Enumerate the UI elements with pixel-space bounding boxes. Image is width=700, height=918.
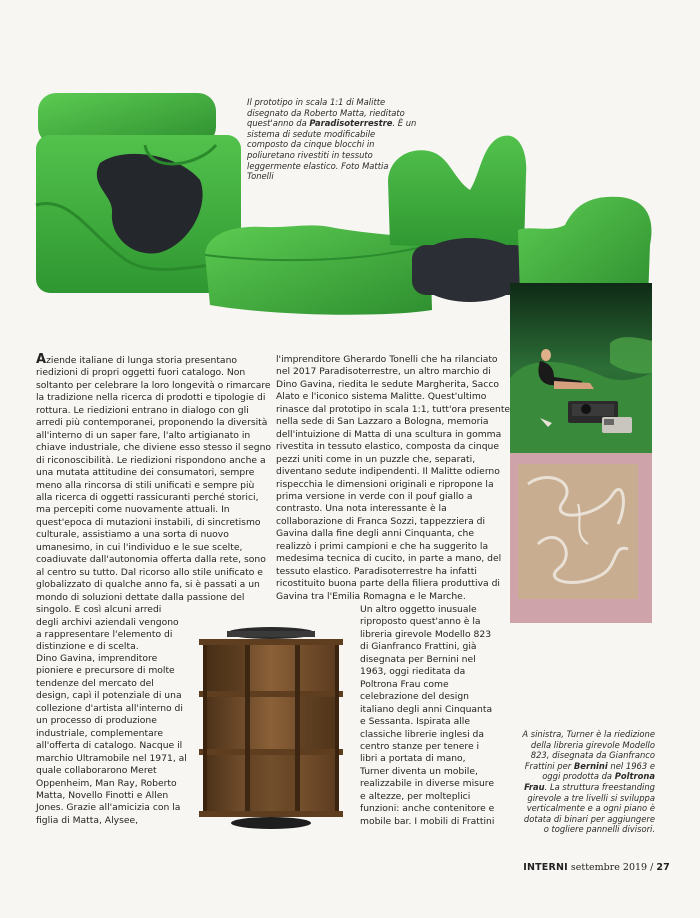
text-line: Jones. Grazie all'amicizia con la: [36, 802, 181, 814]
caption-brand-bernini: Bernini: [573, 760, 608, 771]
text-line: marchio Ultramobile nel 1971, al: [36, 752, 187, 764]
text-line: e Sessanta. Ispirata alle: [360, 716, 470, 728]
text-line: ricostituito buona parte della filiera produttiva di: [276, 578, 500, 590]
issue-date: settembre 2019: [570, 862, 648, 873]
text-line: Dino Gavina, imprenditore: [36, 653, 158, 664]
caption-brand-poltrona-frau: Poltrona Frau: [524, 771, 655, 792]
text-line-rest: ziende italiane di lunga storia presentano: [46, 355, 238, 366]
text-line: [36, 354, 256, 367]
text-line: Dino Gavina, riedita le sedute Margherita, Sacco: [276, 378, 500, 390]
text-line: pioniere e precursore di molte: [36, 665, 175, 677]
text-line: all'interno di un saper fare, l'alto artigianato in: [36, 429, 251, 441]
text-line: disegnata per Bernini nel: [360, 653, 476, 665]
text-line: collezione d'artista all'interno di: [36, 702, 183, 714]
text-line: libreria girevole Modello 823: [360, 628, 492, 640]
text-line: Gavina tra l'Emilia Romagna e le Marche.: [276, 590, 466, 602]
text-line: mondo di soluzioni dettate dalla passione del: [36, 591, 245, 603]
text-line: umanesimo, in cui l'individuo e le sue scelte,: [36, 541, 243, 553]
caption-turner-text-pre: A sinistra, Turner è la riedizione della libreria girevole Modello 823, disegnata da Gianfranco Frattini per: [522, 729, 655, 771]
column-1-paragraph-bottom: [36, 653, 206, 827]
text-line: design, capì il potenziale di una: [36, 690, 182, 702]
text-line: Turner diventa un mobile,: [360, 765, 478, 777]
text-line: quale collaborarono Meret: [36, 765, 157, 777]
caption-turner: [520, 729, 655, 835]
text-line: collaborazione di Franca Sozzi, tappezziera di: [276, 515, 486, 527]
text-line: dell'intuizione di Matta di una scultura in gomma: [276, 428, 502, 440]
text-line: rivestita in tessuto elastico, composta da cinque: [276, 441, 500, 453]
text-line: Matta, Novello Finotti e Allen: [36, 789, 169, 801]
text-line: contrasto. Una nota interessante è la: [276, 503, 447, 515]
text-line: realizzabile in diverse misure: [360, 778, 494, 790]
text-line: libri a portata di mano,: [360, 753, 466, 765]
text-line: coadiuvate dall'autonomia offerta dalla rete, sono: [36, 554, 266, 566]
text-line: alla ricerca di oggetti rassicuranti perché storici,: [36, 491, 259, 503]
text-line: l'imprenditore Gherardo Tonelli che ha rilanciato: [276, 354, 498, 365]
text-line: celebrazione del design: [360, 691, 469, 703]
text-line: mobile bar. I mobili di Frattini: [360, 815, 495, 827]
text-line: Oppenheim, Man Ray, Roberto: [36, 777, 177, 789]
text-line: soltanto per celebrare la loro longevità o rimarcare: [36, 379, 271, 391]
magazine-name: INTERNI: [523, 862, 568, 873]
text-line: una mutata attitudine dei consumatori, sempre: [36, 467, 255, 479]
text-line: funzioni: anche contenitore e: [360, 803, 495, 815]
text-line: a rappresentare l'elemento di: [36, 628, 173, 640]
article-column-2-lower: [360, 604, 500, 828]
text-line: pezzi uniti come in un puzzle che, separati,: [276, 453, 476, 465]
caption-turner-text-mid: nel 1963 e oggi prodotta da: [542, 760, 655, 782]
text-line: medesima tecnica di cucito, in parte a mano, del: [276, 553, 502, 565]
text-line: 1963, oggi rieditata da: [360, 666, 466, 678]
text-line: quest'epoca di mutazioni instabili, di sincretismo: [36, 516, 261, 528]
text-line: realizzò i primi campioni e che ha suggerito la: [276, 540, 489, 552]
text-line: Gavina dalla fine degli anni Cinquanta, che: [276, 528, 475, 540]
caption-turner-text-post: . La struttura freestanding girevole a tre livelli si sviluppa verticalmente e a ogni piano è dotata di binari per aggiungere o togliere pannelli divisori.: [523, 781, 655, 835]
text-line: Poltrona Frau come: [360, 678, 449, 690]
caption-malitte-text-pre: Il prototipo in scala 1:1 di Malitte disegnato da Roberto Matta, rieditato quest'anno da: [247, 97, 405, 129]
text-line: figlia di Matta, Alysee,: [36, 814, 139, 826]
article-column-1-lower: [36, 653, 206, 827]
text-line: arredi più contemporanei, proponendo la diversità: [36, 417, 268, 429]
column-2-paragraph-top: [276, 354, 511, 603]
text-line: rottura. Le riedizioni entrano in dialogo con gli: [36, 404, 249, 416]
drop-cap: A: [36, 352, 47, 367]
text-line: tessuto elastico. Paradisoterrestre ha infatti: [276, 565, 477, 577]
text-line: rispecchia le dimensioni originali e ripropone la: [276, 478, 494, 490]
footer-separator: /: [650, 862, 654, 873]
text-line: globalizzato di qualche anno fa, si è passati a un: [36, 579, 260, 591]
text-line: meno alla rincorsa di stili unificati e sempre più: [36, 479, 255, 491]
text-line: un processo di produzione: [36, 715, 157, 727]
page-footer: [523, 862, 670, 873]
column-2-paragraph-bottom: [360, 604, 500, 828]
caption-malitte: [247, 97, 417, 182]
text-line: di riconoscibilità. Le riedizioni rispondono anche a: [36, 454, 266, 466]
caption-malitte-text-post: . È un sistema di sedute modificabile composto da cinque blocchi in poliuretano rivestiti in tessuto leggermente elastico. Foto Mattia Tonelli: [247, 118, 417, 182]
text-line: diventano sedute indipendenti. Il Malitte odierno: [276, 466, 500, 478]
text-line: distinzione e di scelta.: [36, 641, 139, 653]
text-line: centro stanze per tenere i: [360, 740, 480, 752]
text-line: industriale, complementare: [36, 727, 163, 739]
text-line: al centro su tutto. Dal ricorso allo stile unificato e: [36, 566, 263, 578]
text-line: culturale, assistiamo a una sorta di nuovo: [36, 529, 229, 541]
text-line: ma percepiti come nuovamente attuali. In: [36, 504, 230, 516]
article-column-2: [276, 354, 511, 603]
text-line: la tradizione nella ricerca di prodotti e tipologie di: [36, 392, 266, 404]
turner-bookcase-photo: [195, 625, 347, 835]
article-column-1: [36, 352, 272, 654]
text-line: classiche librerie inglesi da: [360, 728, 485, 740]
text-line: Alato e l'iconico sistema Malitte. Quest'ultimo: [276, 391, 487, 403]
text-line: prima versione in verde con il pouf giallo a: [276, 490, 473, 502]
text-line: di Gianfranco Frattini, già: [360, 641, 477, 653]
page-number: 27: [656, 862, 670, 873]
text-line: rinasce dal prototipo in scala 1:1, tutt'ora presente: [276, 403, 511, 415]
vintage-interior-photo: [510, 283, 652, 453]
column-1-paragraph-top: [36, 352, 272, 654]
text-line: italiano degli anni Cinquanta: [360, 703, 493, 715]
text-line: e altezze, per molteplici: [360, 790, 471, 802]
text-line: singolo. E così alcuni arredi: [36, 604, 162, 616]
caption-brand-paradisoterrestre: Paradisoterrestre: [309, 118, 393, 129]
text-line: riproposto quest'anno è la: [360, 616, 481, 628]
text-line: nel 2017 Paradisoterrestre, un altro marchio di: [276, 366, 491, 378]
text-line: degli archivi aziendali vengono: [36, 616, 179, 628]
text-line: Un altro oggetto inusuale: [360, 604, 477, 615]
wood-board-photo: [518, 464, 638, 599]
text-line: nella sede di San Lazzaro a Bologna, memoria: [276, 416, 489, 428]
text-line: riedizioni di propri oggetti fuori catalogo. Non: [36, 367, 246, 379]
text-line: chiave industriale, che diviene esso stesso il segno: [36, 442, 272, 454]
text-line: tendenze del mercato del: [36, 677, 154, 689]
text-line: all'offerta di catalogo. Nacque il: [36, 740, 183, 752]
